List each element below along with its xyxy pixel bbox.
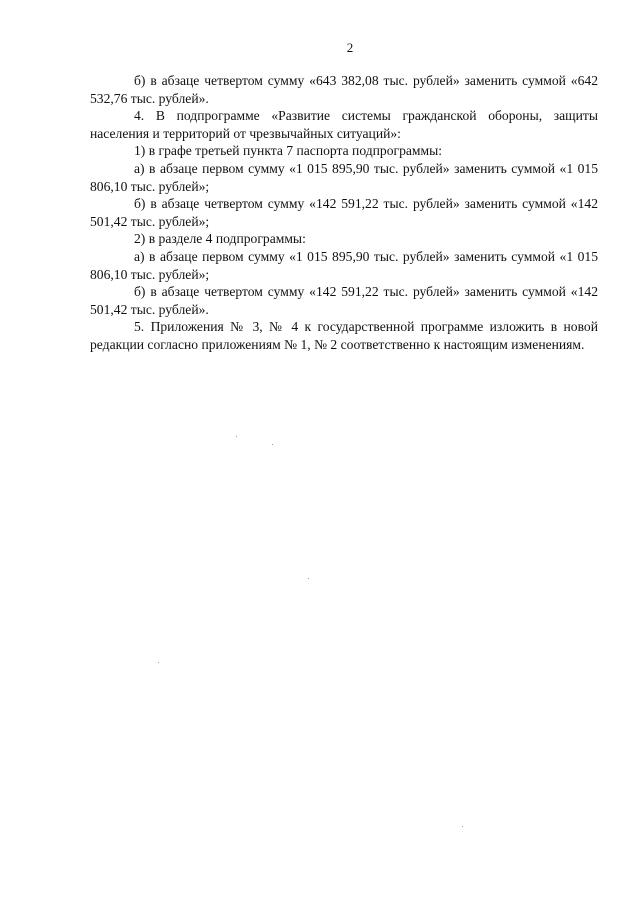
document-body <box>90 72 598 354</box>
scan-speck <box>236 436 237 437</box>
scan-speck <box>462 826 463 827</box>
paragraph-1b-sum-643: б) в абзаце четвертом сумму «643 382,08 тыс. рублей» заменить суммой «642 532,76 тыс. рублей». <box>90 73 598 106</box>
paragraph-4-2b: б) в абзаце четвертом сумму «142 591,22 тыс. рублей» заменить суммой «142 501,42 тыс. рублей». <box>90 284 598 317</box>
scan-speck <box>272 444 273 445</box>
paragraph-4-2-section: 2) в разделе 4 подпрограммы: <box>134 231 306 247</box>
paragraph-4-1b: б) в абзаце четвертом сумму «142 591,22 тыс. рублей» заменить суммой «142 501,42 тыс. рублей»; <box>90 196 598 229</box>
paragraph-4-civil-defense: 4. В подпрограмме «Развитие системы гражданской обороны, защиты населения и территорий от чрезвычайных ситуаций»: <box>90 108 598 141</box>
scan-speck <box>158 662 159 663</box>
paragraph-4-1a: а) в абзаце первом сумму «1 015 895,90 тыс. рублей» заменить суммой «1 015 806,10 тыс. рублей»; <box>90 160 598 194</box>
paragraph-5-appendices: 5. Приложения № 3, № 4 к государственной программе изложить в новой редакции согласно приложениям № 1, № 2 соответственно к настоящим изменениям. <box>90 319 598 352</box>
page-number: 2 <box>346 40 354 55</box>
scan-speck <box>308 578 309 579</box>
paragraph-4-1-passport: 1) в графе третьей пункта 7 паспорта подпрограммы: <box>134 143 443 159</box>
paragraph-4-2a: а) в абзаце первом сумму «1 015 895,90 тыс. рублей» заменить суммой «1 015 806,10 тыс. рублей»; <box>90 248 598 282</box>
